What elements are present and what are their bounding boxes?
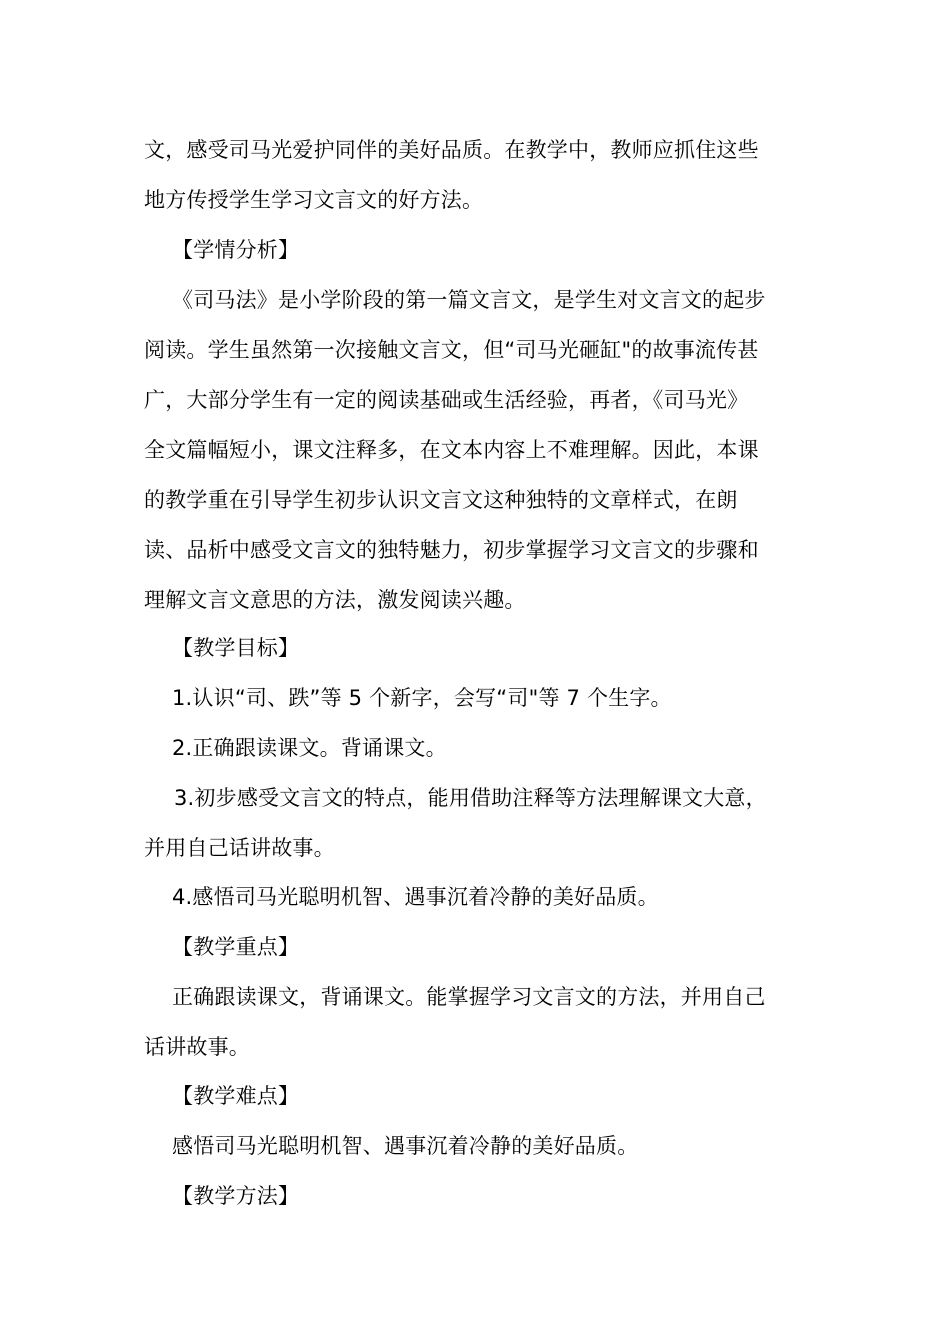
section-heading-teaching-goals: 【教学目标】: [172, 636, 300, 660]
goal-item: 2.正确跟读课文。背诵课文。: [172, 736, 447, 760]
paragraph-line: 《司马法》是小学阶段的第一篇文言文，是学生对文言文的起步: [172, 288, 766, 312]
goal-item: 1.认识“司、跌”等 5 个新字，会写“司"等 7 个生字。: [172, 686, 672, 710]
goal-item: 4.感悟司马光聪明机智、遇事沉着冷静的美好品质。: [172, 885, 659, 909]
goal-item: 3.初步感受文言文的特点，能用借助注释等方法理解课文大意，: [174, 786, 767, 810]
paragraph-line: 理解文言文意思的方法，激发阅读兴趣。: [144, 588, 526, 612]
section-heading-key-points: 【教学重点】: [172, 935, 300, 959]
paragraph-line: 阅读。学生虽然第一次接触文言文，但“司马光砸缸"的故事流传甚: [144, 338, 759, 362]
paragraph-line: 话讲故事。: [144, 1035, 250, 1059]
paragraph-line: 感悟司马光聪明机智、遇事沉着冷静的美好品质。: [172, 1134, 639, 1158]
paragraph-line: 读、品析中感受文言文的独特魅力，初步掌握学习文言文的步骤和: [144, 538, 759, 562]
section-heading-teaching-methods: 【教学方法】: [172, 1184, 300, 1208]
section-heading-difficulties: 【教学难点】: [172, 1084, 300, 1108]
section-heading-learning-analysis: 【学情分析】: [172, 238, 300, 262]
paragraph-line: 文，感受司马光爱护同伴的美好品质。在教学中，教师应抓住这些: [144, 138, 759, 162]
paragraph-line: 正确跟读课文，背诵课文。能掌握学习文言文的方法，并用自己: [172, 985, 766, 1009]
paragraph-line: 广，大部分学生有一定的阅读基础或生活经验，再者，《司马光》: [144, 388, 749, 412]
paragraph-line: 地方传授学生学习文言文的好方法。: [144, 188, 484, 212]
paragraph-line: 的教学重在引导学生初步认识文言文这种独特的文章样式，在朗: [144, 488, 738, 512]
paragraph-line: 全文篇幅短小，课文注释多，在文本内容上不难理解。因此，本课: [144, 438, 759, 462]
goal-item-continuation: 并用自己话讲故事。: [144, 836, 335, 860]
